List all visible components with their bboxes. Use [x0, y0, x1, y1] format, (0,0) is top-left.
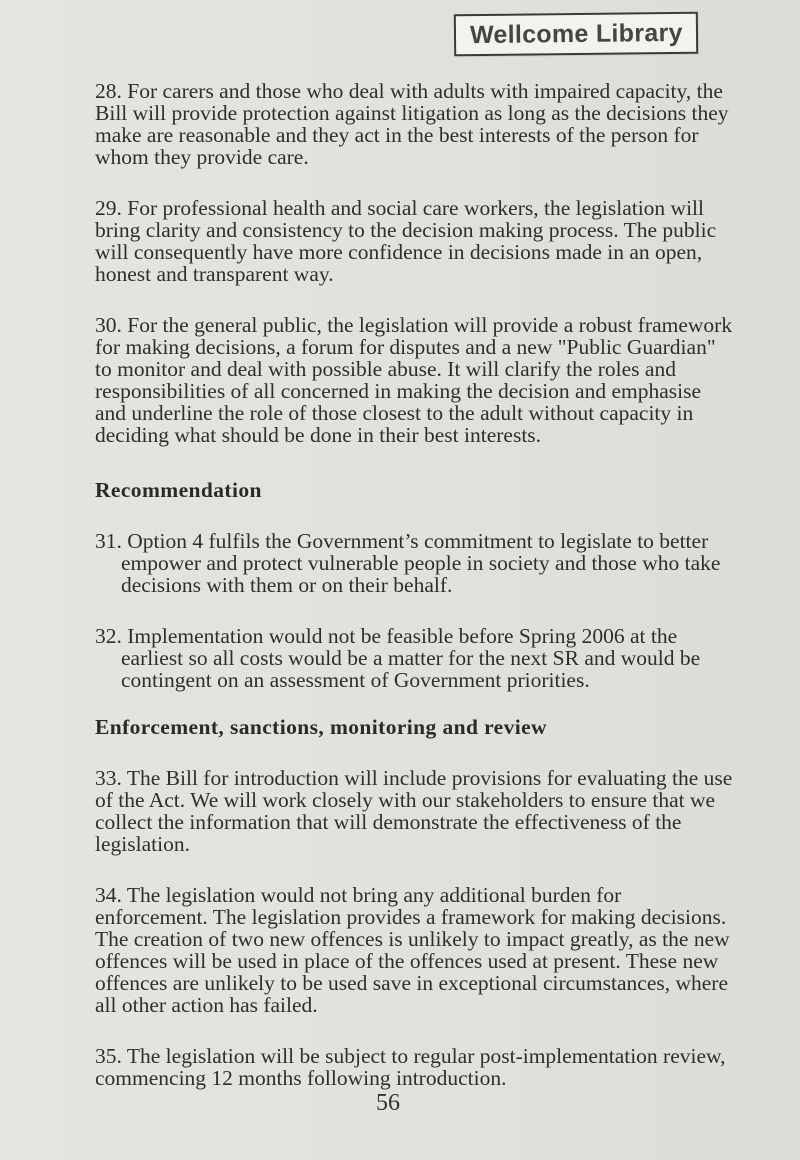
paragraph-29: [95, 197, 735, 285]
paragraph-text: For professional health and social care workers, the legislation will bring clarity and consistency to the decision making process. The public will consequently have more confidence in decisions made in an open, honest and transparent way.: [95, 196, 717, 286]
paragraph-number: 31.: [95, 529, 122, 553]
paragraph-text: Implementation would not be feasible before Spring 2006 at the earliest so all costs would be a matter for the next SR and would be contingent on an assessment of Government priorities.: [121, 624, 701, 692]
paragraph-text: For carers and those who deal with adults with impaired capacity, the Bill will provide protection against litigation as long as the decisions they make are reasonable and they act in the best interests of the person for whom they provide care.: [95, 79, 729, 169]
paragraph-number: 34.: [95, 883, 122, 907]
paragraph-text: The legislation would not bring any additional burden for enforcement. The legislation provides a framework for making decisions. The creation of two new offences is unlikely to impact greatly, as the new offences will be used in place of the offences used at present. These new offences are unlikely to be used save in exceptional circumstances, where all other action has failed.: [95, 883, 730, 1017]
page-number: 56: [376, 1090, 400, 1116]
paragraph-33: [95, 767, 735, 855]
paragraph-text: The Bill for introduction will include provisions for evaluating the use of the Act. We will work closely with our stakeholders to ensure that we collect the information that will demonstrate the effectiveness of the legislation.: [95, 766, 733, 856]
paragraph-number: 33.: [95, 766, 122, 790]
paragraph-number: 29.: [95, 196, 122, 220]
paragraph-number: 30.: [95, 313, 122, 337]
paragraph-text: Option 4 fulfils the Government’s commitment to legislate to better empower and protect vulnerable people in society and those who take decisions with them or on their behalf.: [121, 529, 721, 597]
paragraph-34: [95, 884, 735, 1016]
heading-enforcement: Enforcement, sanctions, monitoring and review: [95, 715, 547, 739]
document-body: [95, 80, 735, 1118]
paragraph-number: 35.: [95, 1044, 122, 1068]
paragraph-35: [95, 1045, 735, 1089]
heading-recommendation: Recommendation: [95, 478, 262, 502]
paragraph-text: For the general public, the legislation will provide a robust framework for making decisions, a forum for disputes and a new "Public Guardian" to monitor and deal with possible abuse. It will clarify the roles and responsibilities of all concerned in making the decision and emphasise and underline the role of those closest to the adult without capacity in deciding what should be done in their best interests.: [95, 313, 733, 447]
library-stamp: [454, 12, 698, 57]
paragraph-text: The legislation will be subject to regular post-implementation review, commencing 12 months following introduction.: [95, 1044, 726, 1090]
paragraph-30: [95, 314, 735, 446]
paragraph-number: 28.: [95, 79, 122, 103]
stamp-text: Wellcome Library: [469, 18, 683, 49]
paragraph-32: [95, 625, 735, 691]
paragraph-28: [95, 80, 735, 168]
paragraph-31: [95, 530, 735, 596]
paragraph-number: 32.: [95, 624, 122, 648]
